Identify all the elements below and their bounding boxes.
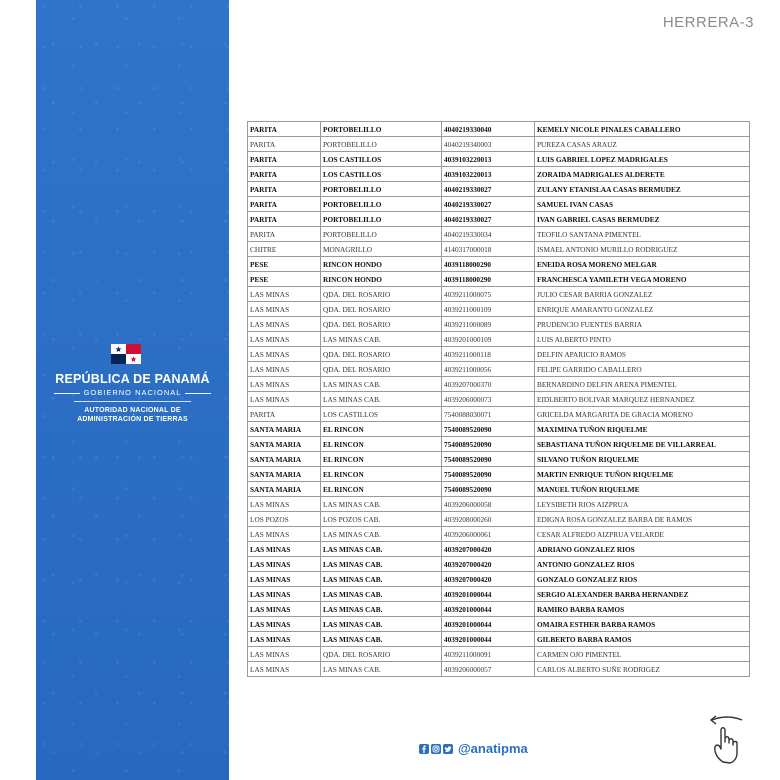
table-row [248, 167, 750, 182]
locality-cell: LAS MINAS CAB. [321, 632, 442, 647]
locality-cell: LOS CASTILLOS [321, 152, 442, 167]
table-row [248, 587, 750, 602]
locality-cell: QDA. DEL ROSARIO [321, 347, 442, 362]
locality-cell: QDA. DEL ROSARIO [321, 362, 442, 377]
parcel-code-cell: 4039118000290 [442, 257, 535, 272]
parcel-code-cell: 4040219330027 [442, 197, 535, 212]
owner-name-cell: JULIO CESAR BARRIA GONZALEZ [535, 287, 750, 302]
table-row [248, 632, 750, 647]
parcel-code-cell: 4039211000089 [442, 317, 535, 332]
parcel-code-cell: 4039201000044 [442, 587, 535, 602]
district-cell: PARITA [248, 212, 321, 227]
district-cell: PARITA [248, 122, 321, 137]
table-row [248, 377, 750, 392]
locality-cell: EL RINCON [321, 467, 442, 482]
owner-name-cell: DELFIN APARICIO RAMOS [535, 347, 750, 362]
parcel-code-cell: 4039206000057 [442, 662, 535, 677]
owner-name-cell: ANTONIO GONZALEZ RIOS [535, 557, 750, 572]
table-row [248, 227, 750, 242]
owner-name-cell: ISMAEL ANTONIO MURILLO RODRIGUEZ [535, 242, 750, 257]
district-cell: LAS MINAS [248, 602, 321, 617]
records-body [248, 122, 750, 677]
table-row [248, 332, 750, 347]
locality-cell: LOS POZOS CAB. [321, 512, 442, 527]
table-row [248, 617, 750, 632]
swipe-hand-icon [708, 712, 746, 768]
locality-cell: LAS MINAS CAB. [321, 617, 442, 632]
district-cell: SANTA MARIA [248, 452, 321, 467]
owner-name-cell: FRANCHESCA YAMILETH VEGA MORENO [535, 272, 750, 287]
district-cell: LAS MINAS [248, 317, 321, 332]
district-cell: LAS MINAS [248, 527, 321, 542]
agency-line-1: AUTORIDAD NACIONAL DE [84, 407, 181, 414]
social-handle[interactable]: @anatipma [458, 741, 528, 756]
table-row [248, 467, 750, 482]
district-cell: LAS MINAS [248, 497, 321, 512]
locality-cell: EL RINCON [321, 437, 442, 452]
locality-cell: EL RINCON [321, 482, 442, 497]
locality-cell: LAS MINAS CAB. [321, 332, 442, 347]
parcel-code-cell: 4040219330027 [442, 212, 535, 227]
district-cell: LAS MINAS [248, 662, 321, 677]
district-cell: LAS MINAS [248, 332, 321, 347]
owner-name-cell: FELIPE GARRIDO CABALLERO [535, 362, 750, 377]
table-row [248, 302, 750, 317]
locality-cell: QDA. DEL ROSARIO [321, 647, 442, 662]
owner-name-cell: BERNARDINO DELFIN ARENA PIMENTEL [535, 377, 750, 392]
parcel-code-cell: 4039207000420 [442, 572, 535, 587]
locality-cell: MONAGRILLO [321, 242, 442, 257]
parcel-code-cell: 4039207000420 [442, 557, 535, 572]
government-subtitle [36, 388, 229, 397]
district-cell: LAS MINAS [248, 617, 321, 632]
table-row [248, 407, 750, 422]
owner-name-cell: GILBERTO BARBA RAMOS [535, 632, 750, 647]
district-cell: SANTA MARIA [248, 422, 321, 437]
district-cell: PARITA [248, 167, 321, 182]
locality-cell: PORTOBELILLO [321, 182, 442, 197]
parcel-code-cell: 4039118000290 [442, 272, 535, 287]
parcel-code-cell: 4039201000109 [442, 332, 535, 347]
locality-cell: PORTOBELILLO [321, 227, 442, 242]
locality-cell: LAS MINAS CAB. [321, 497, 442, 512]
sidebar-divider [74, 401, 191, 402]
table-row [248, 482, 750, 497]
table-row [248, 497, 750, 512]
page-label: HERRERA-3 [662, 14, 754, 31]
owner-name-cell: SERGIO ALEXANDER BARBA HERNANDEZ [535, 587, 750, 602]
table-row [248, 392, 750, 407]
owner-name-cell: SEBASTIANA TUÑON RIQUELME DE VILLARREAL [535, 437, 750, 452]
locality-cell: LAS MINAS CAB. [321, 377, 442, 392]
district-cell: PARITA [248, 197, 321, 212]
table-row [248, 437, 750, 452]
locality-cell: PORTOBELILLO [321, 212, 442, 227]
owner-name-cell: PUREZA CASAS ARAUZ [535, 137, 750, 152]
owner-name-cell: KEMELY NICOLE PINALES CABALLERO [535, 122, 750, 137]
parcel-code-cell: 4039211000056 [442, 362, 535, 377]
owner-name-cell: OMAIRA ESTHER BARBA RAMOS [535, 617, 750, 632]
parcel-code-cell: 4039206000058 [442, 497, 535, 512]
twitter-icon[interactable] [443, 744, 453, 754]
brand-sidebar [36, 0, 229, 780]
district-cell: LAS MINAS [248, 587, 321, 602]
owner-name-cell: IVAN GABRIEL CASAS BERMUDEZ [535, 212, 750, 227]
district-cell: PARITA [248, 137, 321, 152]
parcel-code-cell: 4039211000075 [442, 287, 535, 302]
table-row [248, 452, 750, 467]
table-row [248, 182, 750, 197]
parcel-code-cell: 4039103220013 [442, 167, 535, 182]
locality-cell: PORTOBELILLO [321, 137, 442, 152]
table-row [248, 527, 750, 542]
table-row [248, 242, 750, 257]
parcel-code-cell: 4039206000073 [442, 392, 535, 407]
table-row [248, 647, 750, 662]
parcel-code-cell: 4040219330034 [442, 227, 535, 242]
parcel-code-cell: 4039211000118 [442, 347, 535, 362]
left-rule [54, 393, 80, 394]
district-cell: PESE [248, 257, 321, 272]
parcel-code-cell: 7540089520090 [442, 452, 535, 467]
table-row [248, 512, 750, 527]
parcel-code-cell: 4040219330040 [442, 122, 535, 137]
district-cell: PARITA [248, 227, 321, 242]
district-cell: LAS MINAS [248, 392, 321, 407]
district-cell: LAS MINAS [248, 347, 321, 362]
parcel-code-cell: 4039207000370 [442, 377, 535, 392]
locality-cell: PORTOBELILLO [321, 122, 442, 137]
owner-name-cell: TEOFILO SANTANA PIMENTEL [535, 227, 750, 242]
locality-cell: LAS MINAS CAB. [321, 557, 442, 572]
table-row [248, 317, 750, 332]
district-cell: LAS MINAS [248, 542, 321, 557]
owner-name-cell: MANUEL TUÑON RIQUELME [535, 482, 750, 497]
table-row [248, 197, 750, 212]
district-cell: SANTA MARIA [248, 482, 321, 497]
owner-name-cell: RAMIRO BARBA RAMOS [535, 602, 750, 617]
table-row [248, 212, 750, 227]
owner-name-cell: LEYSIBETH RIOS AIZPRUA [535, 497, 750, 512]
owner-name-cell: ENRIQUE AMARANTO GONZALEZ [535, 302, 750, 317]
locality-cell: EL RINCON [321, 422, 442, 437]
table-row [248, 362, 750, 377]
district-cell: LAS MINAS [248, 557, 321, 572]
owner-name-cell: EDIGNA ROSA GONZALEZ BARBA DE RAMOS [535, 512, 750, 527]
locality-cell: QDA. DEL ROSARIO [321, 302, 442, 317]
parcel-code-cell: 4039201000044 [442, 602, 535, 617]
table-row [248, 602, 750, 617]
owner-name-cell: ADRIANO GONZALEZ RIOS [535, 542, 750, 557]
table-row [248, 347, 750, 362]
table-row [248, 287, 750, 302]
parcel-code-cell: 4039211000109 [442, 302, 535, 317]
table-row [248, 542, 750, 557]
owner-name-cell: SAMUEL IVAN CASAS [535, 197, 750, 212]
parcel-code-cell: 4039207000420 [442, 542, 535, 557]
table-row [248, 272, 750, 287]
district-cell: LAS MINAS [248, 362, 321, 377]
district-cell: PARITA [248, 182, 321, 197]
panama-flag-icon [111, 344, 141, 364]
owner-name-cell: LUIS GABRIEL LOPEZ MADRIGALES [535, 152, 750, 167]
agency-name [36, 406, 229, 424]
owner-name-cell: ZORAIDA MADRIGALES ALDERETE [535, 167, 750, 182]
table-row [248, 137, 750, 152]
agency-line-2: ADMINISTRACIÓN DE TIERRAS [77, 416, 188, 423]
parcel-code-cell: 7540089520090 [442, 467, 535, 482]
locality-cell: EL RINCON [321, 452, 442, 467]
locality-cell: RINCON HONDO [321, 272, 442, 287]
owner-name-cell: ENEIDA ROSA MORENO MELGAR [535, 257, 750, 272]
parcel-code-cell: 4039103220013 [442, 152, 535, 167]
parcel-code-cell: 4039208000260 [442, 512, 535, 527]
locality-cell: LAS MINAS CAB. [321, 572, 442, 587]
district-cell: SANTA MARIA [248, 467, 321, 482]
table-row [248, 422, 750, 437]
locality-cell: LAS MINAS CAB. [321, 527, 442, 542]
table-row [248, 257, 750, 272]
district-cell: LAS MINAS [248, 632, 321, 647]
owner-name-cell: EIDLBERTO BOLIVAR MARQUEZ HERNANDEZ [535, 392, 750, 407]
records-table [247, 121, 750, 677]
facebook-icon[interactable] [419, 744, 429, 754]
parcel-code-cell: 4039211000091 [442, 647, 535, 662]
table-row [248, 122, 750, 137]
parcel-code-cell: 4039206000061 [442, 527, 535, 542]
instagram-icon[interactable] [431, 744, 441, 754]
district-cell: LAS MINAS [248, 647, 321, 662]
locality-cell: LAS MINAS CAB. [321, 587, 442, 602]
owner-name-cell: ZULANY ETANISLAA CASAS BERMUDEZ [535, 182, 750, 197]
district-cell: LAS MINAS [248, 377, 321, 392]
parcel-code-cell: 4140317000018 [442, 242, 535, 257]
district-cell: LAS MINAS [248, 572, 321, 587]
government-label: GOBIERNO NACIONAL [83, 388, 182, 397]
owner-name-cell: PRUDENCIO FUENTES BARRIA [535, 317, 750, 332]
parcel-code-cell: 4040219340003 [442, 137, 535, 152]
district-cell: LOS POZOS [248, 512, 321, 527]
right-rule [185, 393, 211, 394]
owner-name-cell: CARMEN OJO PIMENTEL [535, 647, 750, 662]
parcel-code-cell: 7540089520090 [442, 422, 535, 437]
district-cell: CHITRE [248, 242, 321, 257]
locality-cell: LAS MINAS CAB. [321, 542, 442, 557]
parcel-code-cell: 7540088030071 [442, 407, 535, 422]
district-cell: PARITA [248, 152, 321, 167]
locality-cell: LAS MINAS CAB. [321, 602, 442, 617]
parcel-code-cell: 4039201000044 [442, 617, 535, 632]
country-title: REPÚBLICA DE PANAMÁ [55, 372, 210, 386]
locality-cell: LAS MINAS CAB. [321, 392, 442, 407]
table-row [248, 152, 750, 167]
table-row [248, 557, 750, 572]
table-row [248, 662, 750, 677]
owner-name-cell: MARTIN ENRIQUE TUÑON RIQUELME [535, 467, 750, 482]
district-cell: SANTA MARIA [248, 437, 321, 452]
parcel-code-cell: 7540089520090 [442, 437, 535, 452]
owner-name-cell: GONZALO GONZALEZ RIOS [535, 572, 750, 587]
district-cell: LAS MINAS [248, 287, 321, 302]
district-cell: LAS MINAS [248, 302, 321, 317]
locality-cell: RINCON HONDO [321, 257, 442, 272]
locality-cell: PORTOBELILLO [321, 197, 442, 212]
locality-cell: LOS CASTILLOS [321, 167, 442, 182]
social-footer [419, 741, 528, 756]
parcel-code-cell: 4039201000044 [442, 632, 535, 647]
parcel-code-cell: 7540089520090 [442, 482, 535, 497]
owner-name-cell: MAXIMINA TUÑON RIQUELME [535, 422, 750, 437]
locality-cell: LOS CASTILLOS [321, 407, 442, 422]
district-cell: PESE [248, 272, 321, 287]
table-row [248, 572, 750, 587]
owner-name-cell: CESAR ALFREDO AIZPRUA VELARDE [535, 527, 750, 542]
owner-name-cell: LUIS ALBERTO PINTO [535, 332, 750, 347]
parcel-code-cell: 4040219330027 [442, 182, 535, 197]
owner-name-cell: CARLOS ALBERTO SUÑE RODRIGEZ [535, 662, 750, 677]
locality-cell: LAS MINAS CAB. [321, 662, 442, 677]
owner-name-cell: GRICELDA MARGARITA DE GRACIA MORENO [535, 407, 750, 422]
owner-name-cell: SILVANO TUÑON RIQUELME [535, 452, 750, 467]
locality-cell: QDA. DEL ROSARIO [321, 317, 442, 332]
locality-cell: QDA. DEL ROSARIO [321, 287, 442, 302]
district-cell: PARITA [248, 407, 321, 422]
